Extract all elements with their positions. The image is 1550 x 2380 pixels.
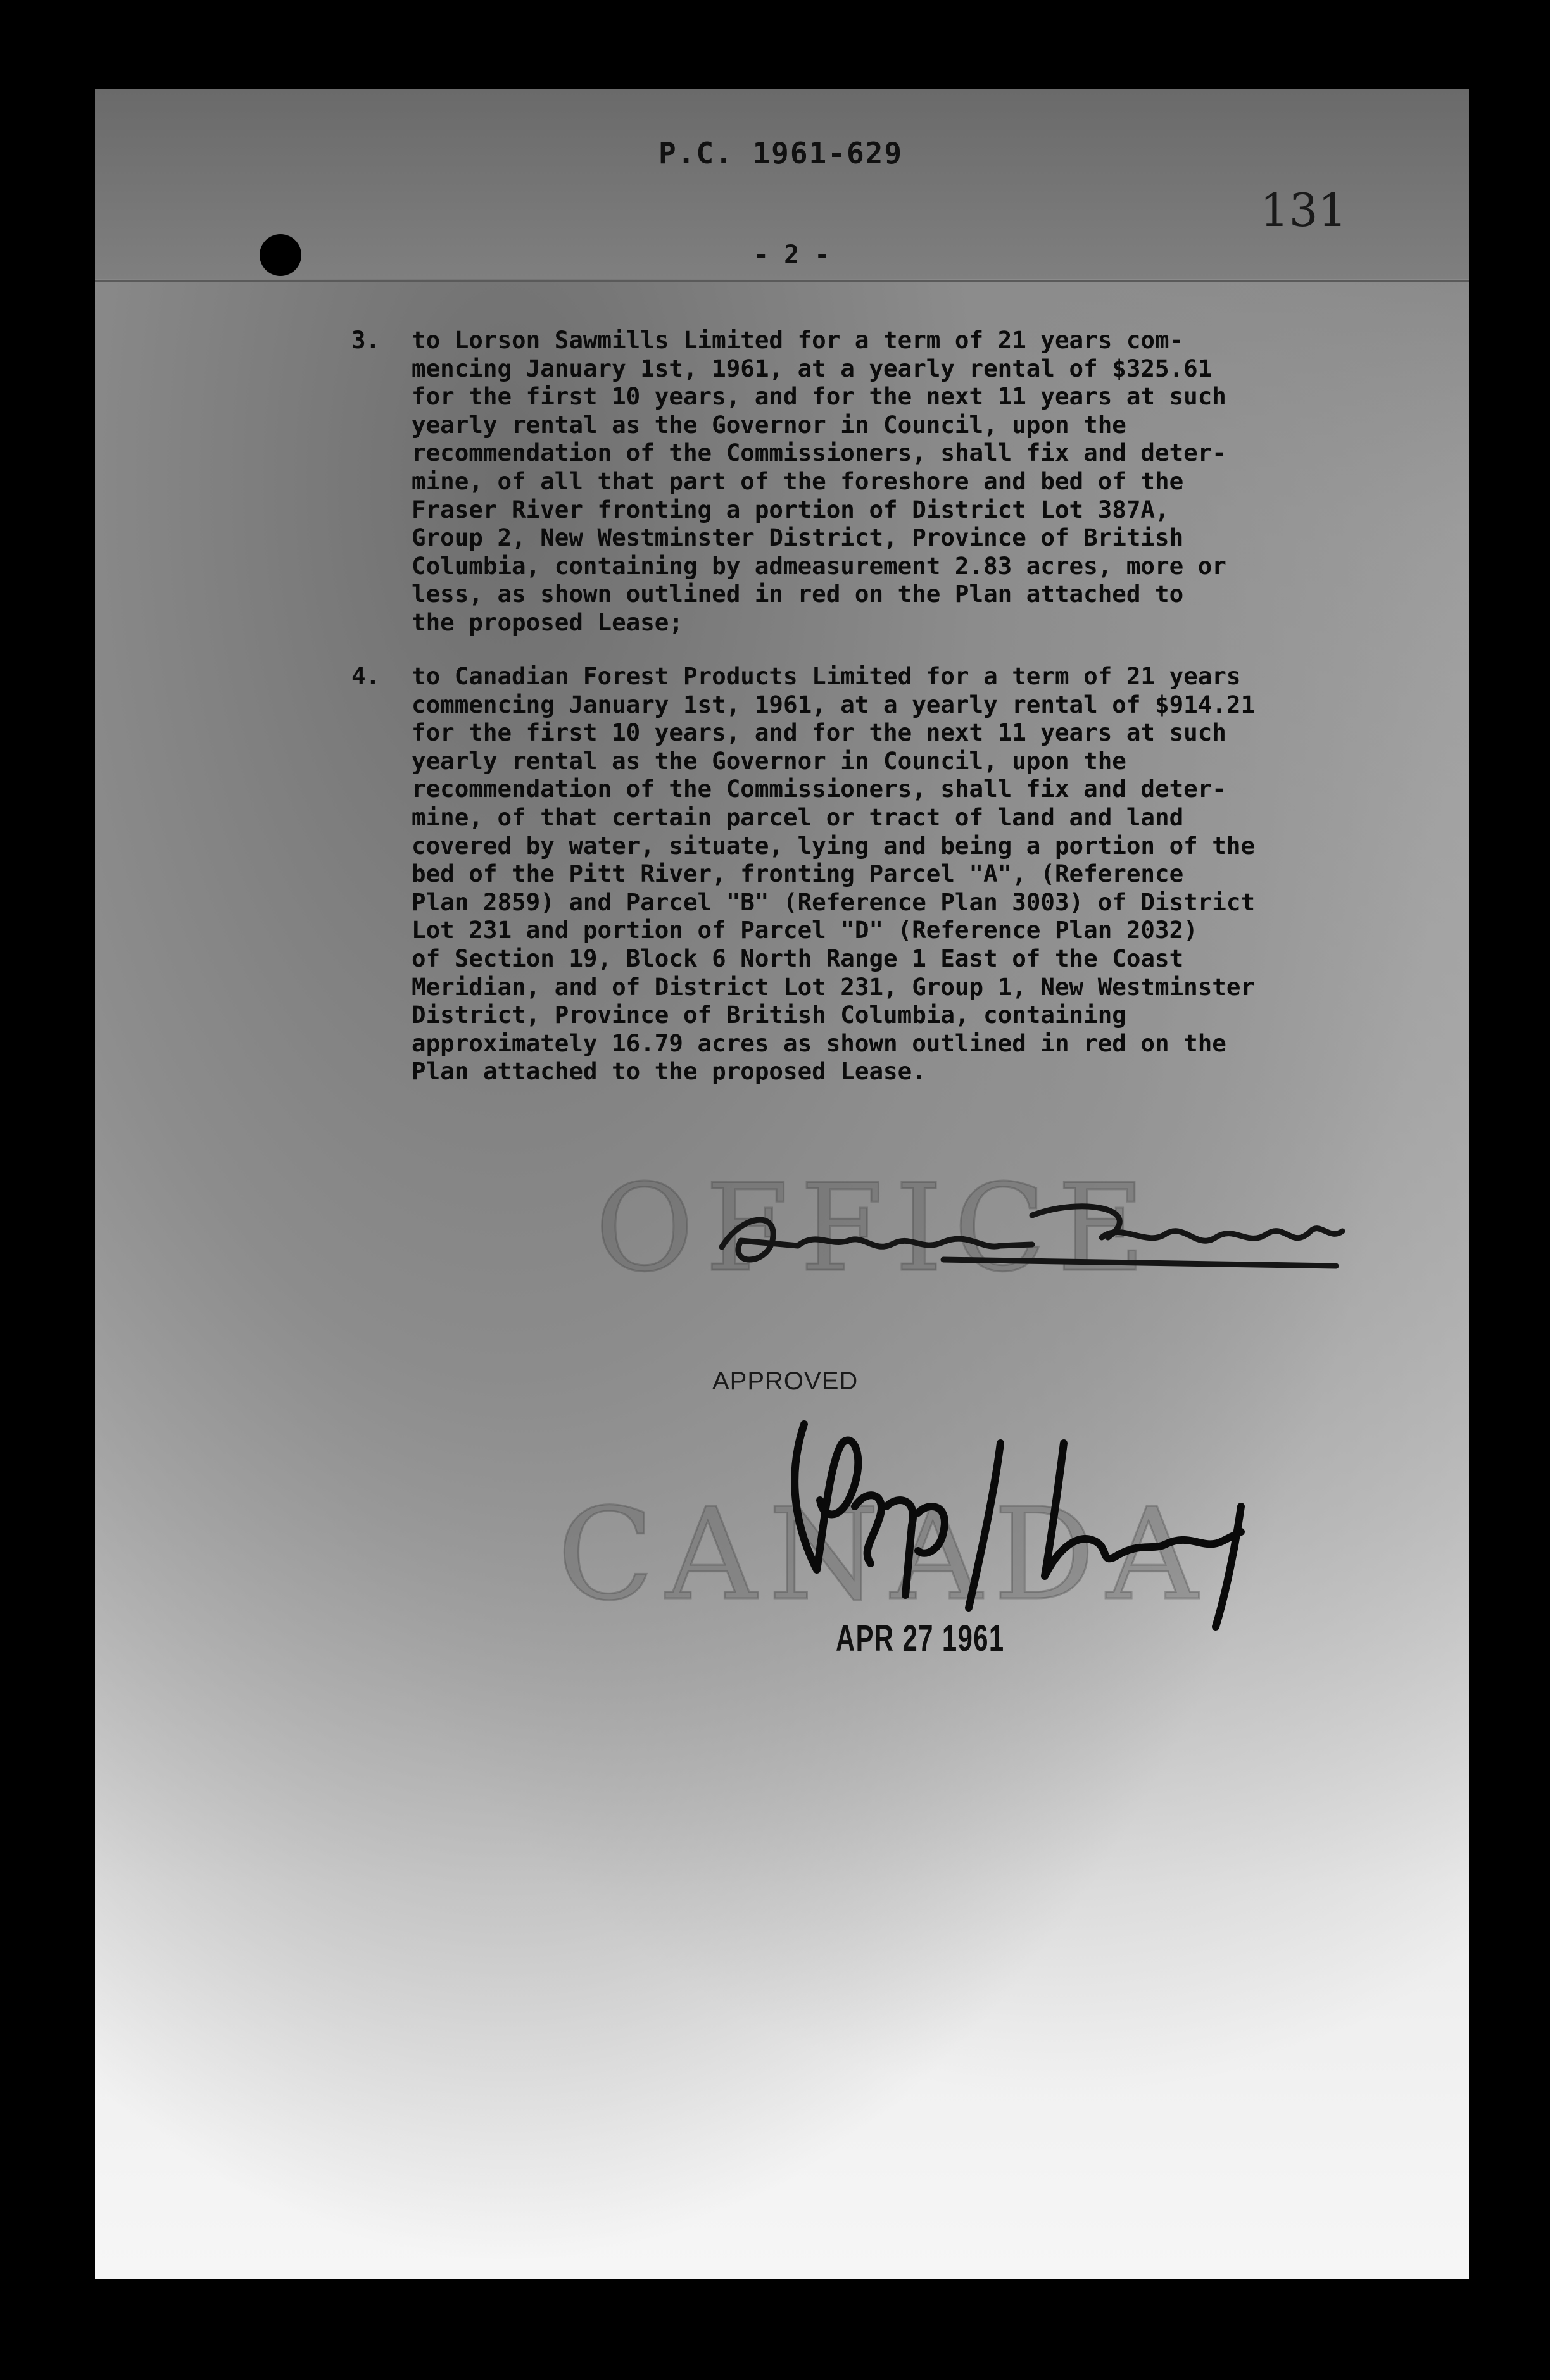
page-number: - 2 - xyxy=(753,241,830,270)
document-page xyxy=(95,89,1469,2279)
text-line: for the first 10 years, and for the next 11 years at such xyxy=(412,718,1226,747)
text-line: Columbia, containing by admeasurement 2.83 acres, more or xyxy=(412,551,1226,580)
paragraph-3 xyxy=(351,326,1494,637)
text-line: Lot 231 and portion of Parcel "D" (Reference Plan 2032) xyxy=(412,916,1198,944)
text-line: to Canadian Forest Products Limited for a term of 21 years xyxy=(412,662,1241,690)
paragraph-number: 4. xyxy=(351,662,381,690)
text-line: Fraser River fronting a portion of District Lot 387A, xyxy=(412,495,1169,523)
text-line: mine, of all that part of the foreshore and bed of the xyxy=(412,467,1184,495)
approval-date-stamp: APR 27 1961 xyxy=(836,1618,1005,1659)
text-line: approximately 16.79 acres as shown outlined in red on the xyxy=(412,1029,1226,1057)
text-line: of Section 19, Block 6 North Range 1 East of the Coast xyxy=(412,944,1184,972)
text-line: mencing January 1st, 1961, at a yearly rental of $325.61 xyxy=(412,354,1213,382)
paragraph-4 xyxy=(351,662,1494,1086)
text-line: yearly rental as the Governor in Council, upon the xyxy=(412,746,1126,775)
text-line: for the first 10 years, and for the next 11 years at such xyxy=(412,382,1226,411)
header-rule xyxy=(95,280,1469,282)
text-line: to Lorson Sawmills Limited for a term of 21 years com- xyxy=(412,326,1184,354)
approved-label: APPROVED xyxy=(712,1367,859,1395)
text-line: less, as shown outlined in red on the Plan attached to xyxy=(412,580,1184,608)
watermark-canada: CANADA xyxy=(557,1481,1209,1629)
clerk-signature xyxy=(703,1171,1368,1298)
text-line: Meridian, and of District Lot 231, Group 1, New Westminster xyxy=(412,972,1256,1001)
text-line: recommendation of the Commissioners, shall fix and deter- xyxy=(412,775,1226,803)
text-line: Plan 2859) and Parcel "B" (Reference Plan 3003) of District xyxy=(412,887,1256,916)
text-line: commencing January 1st, 1961, at a yearly rental of $914.21 xyxy=(412,690,1256,718)
text-line: bed of the Pitt River, fronting Parcel "A", (Reference xyxy=(412,860,1184,888)
watermark-office: OFFICE xyxy=(595,1158,1157,1298)
text-line: mine, of that certain parcel or tract of land and land xyxy=(412,803,1184,831)
punch-hole xyxy=(260,234,301,276)
order-number: P.C. 1961-629 xyxy=(658,136,904,170)
text-line: recommendation of the Commissioners, shall fix and deter- xyxy=(412,439,1226,467)
text-line: the proposed Lease; xyxy=(412,608,683,636)
text-line: Plan attached to the proposed Lease. xyxy=(412,1057,926,1086)
text-line: District, Province of British Columbia, containing xyxy=(412,1001,1126,1029)
text-line: Group 2, New Westminster District, Province of British xyxy=(412,523,1184,552)
text-line: yearly rental as the Governor in Council, upon the xyxy=(412,410,1126,439)
governor-general-signature xyxy=(760,1405,1279,1646)
text-line: covered by water, situate, lying and being a portion of the xyxy=(412,831,1256,860)
paragraph-number: 3. xyxy=(351,326,381,354)
folio-number: 131 xyxy=(1260,184,1347,237)
